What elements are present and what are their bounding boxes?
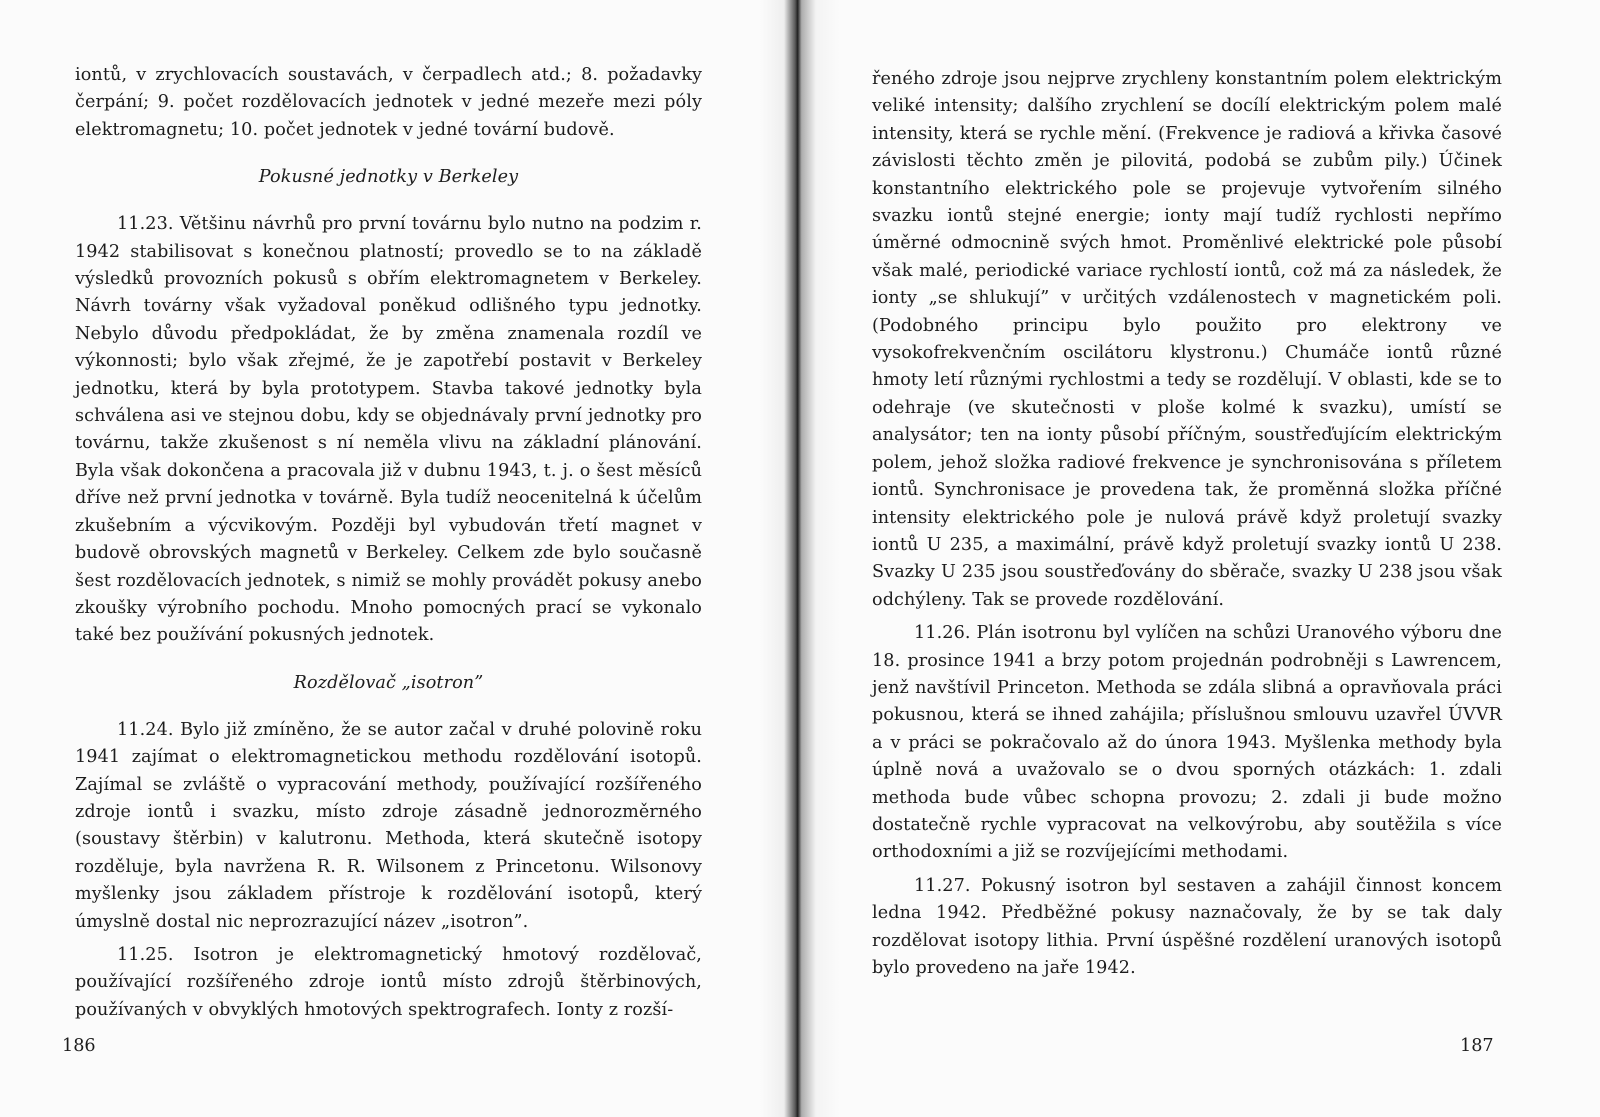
section-heading: Pokusné jednotky v Berkeley <box>258 167 519 188</box>
paragraph-continued: řeného zdroje jsou nejprve zrychleny konstantním polem elektrickým veliké intensity; dalšího zrychlení se docílí elektrickým polem malé intensity, která se rychle mění. (Frekvence je radiová a křivka časové závislosti těchto změn je pilovitá, podobá se zubům pily.) Účinek konstantního elektrického pole se projevuje vytvořením silného svazku iontů stejné energie; ionty mají tudíž rychlosti nepřímo úměrné odmocnině svých hmot. Proměnlivé elektrické pole působí však malé, periodické variace rychlostí iontů, což má za následek, že ionty „se shlukují” v určitých vzdálenostech v magnetickém poli. (Podobného principu bylo použito pro elektrony ve vysokofrekvenčním oscilátoru klystronu.) Chumáče iontů různé hmoty letí různými rychlostmi a tedy se rozdělují. V oblasti, kde se to odehraje (ve skutečnosti v ploše kolmé k svazku), umístí se analysátor; ten na ionty působí příčným, soustřeďujícím elektrickým polem, jehož složka radiové frekvence je synchronisována s příletem iontů. Synchronisace je provedena tak, že proměnná složka příčné intensity elektrického pole je nulová právě když proletují svazky iontů U 235, a maximální, právě když proletují svazky iontů U 238. Svazky U 235 jsou soustřeďovány do sběrače, svazky U 238 jsou však odchýleny. Tak se provede rozdělování. <box>872 69 1502 610</box>
left-page-text <box>75 62 702 1024</box>
paragraph-11-25: 11.25. Isotron je elektromagnetický hmotový rozdělovač, používající rozšířeného zdroje iontů místo zdrojů štěrbinových, používaných v obvyklých hmotových spektrografech. Ionty z rozší- <box>75 944 702 1020</box>
section-heading: Rozdělovač „isotron” <box>293 672 484 693</box>
page-number: 186 <box>62 1036 96 1056</box>
right-page-text <box>872 66 1502 982</box>
left-page <box>0 0 780 1117</box>
paragraph-continued: iontů, v zrychlovacích soustavách, v čerpadlech atd.; 8. požadavky čerpání; 9. počet rozdělovacích jednotek v jedné mezeře mezi póly elektromagnetu; 10. počet jednotek v jedné tovární budově. <box>75 65 702 140</box>
paragraph-11-23: 11.23. Většinu návrhů pro první továrnu bylo nutno na podzim r. 1942 stabilisovat s konečnou platností; provedlo se to na základě výsledků provozních pokusů s obřím elektromagnetem v Berkeley. Návrh továrny však vyžadoval poněkud odlišného typu jednotky. Nebylo důvodu předpokládat, že by změna znamenala rozdíl ve výkonnosti; bylo však zřejmé, že je zapotřebí postavit v Berkeley jednotku, která by byla prototypem. Stavba takové jednotky byla schválena asi ve stejnou dobu, kdy se objednávaly první jednotky pro továrnu, takže zkušenost s ní neměla vlivu na základní plánování. Byla však dokončena a pracovala již v dubnu 1943, t. j. o šest měsíců dříve než první jednotka v továrně. Byla tudíž neocenitelná k účelům zkušebním a výcvikovým. Později byl vybudován třetí magnet v budově obrovských magnetů v Berkeley. Celkem zde bylo současně šest rozdělovacích jednotek, s nimiž se mohly provádět pokusy anebo zkoušky výrobního pochodu. Mnoho pomocných prací se vykonalo také bez používání pokusných jednotek. <box>75 214 702 646</box>
paragraph-11-27: 11.27. Pokusný isotron byl sestaven a zahájil činnost koncem ledna 1942. Předběžné pokusy naznačovaly, že by se tak daly rozdělovat isotopy lithia. První úspěšné rozdělení uranových isotopů bylo provedeno na jaře 1942. <box>872 875 1502 978</box>
page-number: 187 <box>1460 1036 1494 1056</box>
paragraph-11-24: 11.24. Bylo již zmíněno, že se autor začal v druhé polovině roku 1941 zajímat o elektromagnetickou methodu rozdělování isotopů. Zajímal se zvláště o vypracování methody, používající rozšířeného zdroje iontů i svazku, místo zdroje zásadně jednorozměrného (soustavy štěrbin) v kalutronu. Methoda, která skutečně isotopy rozděluje, byla navržena R. R. Wilsonem z Princetonu. Wilsonovy myšlenky jsou základem přístroje k rozdělování isotopů, který úmyslně dostal nic neprozrazující název „isotron”. <box>75 719 702 932</box>
right-page <box>820 0 1600 1117</box>
paragraph-11-26: 11.26. Plán isotronu byl vylíčen na schůzi Uranového výboru dne 18. prosince 1941 a brzy potom projednán podrobněji s Lawrencem, jenž navštívil Princeton. Methoda se zdála slibná a opravňovala práci pokusnou, která se ihned zahájila; příslušnou smlouvu uzavřel ÚVVR a v práci se pokračovalo až do února 1943. Myšlenka methody byla úplně nová a uvažovalo se o dvou sporných otázkách: 1. zdali methoda bude vůbec schopna provozu; 2. zdali ji bude možno dostatečně rychle vypracovat na velkovýrobu, aby soutěžila s více orthodoxními a již se rozvíjejícími methodami. <box>872 623 1502 863</box>
